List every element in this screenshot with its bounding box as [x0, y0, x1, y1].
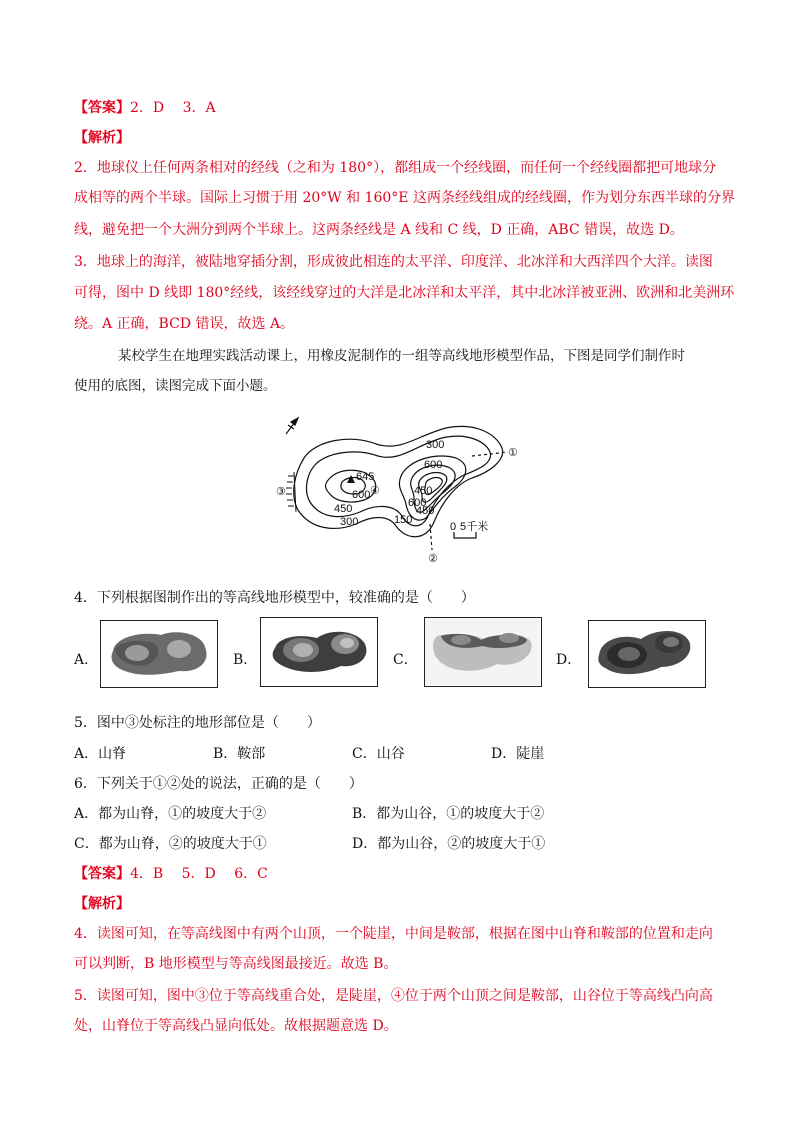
q4-stem: 4．下列根据图制作出的等高线地形模型中，较准确的是（ ） — [74, 590, 475, 606]
q6-option[interactable]: B．都为山谷，①的坡度大于② — [352, 806, 545, 822]
answer-text: 4．B 5．D 6．C — [130, 866, 268, 882]
contour-label: 300 — [426, 439, 445, 451]
a5-analysis-line: 处，山脊位于等高线凸显向低处。故根据题意选 D。 — [74, 1018, 398, 1034]
contour-label: 150 — [394, 514, 413, 526]
q3-analysis-line: 3．地球上的海洋，被陆地穿插分割，形成彼此相连的太平洋、印度洋、北冰洋和大西洋四个大洋。读图 — [74, 254, 713, 270]
q4-option-b-image[interactable] — [260, 617, 378, 687]
a4-analysis-line: 可以判断，B 地形模型与等高线图最接近。故选 B。 — [74, 956, 398, 972]
answer-text: 2．D 3．A — [130, 100, 216, 116]
peak-triangle-icon — [347, 475, 355, 483]
q6-option[interactable]: A．都为山脊，①的坡度大于② — [74, 806, 267, 822]
intro-line: 某校学生在地理实践活动课上，用橡皮泥制作的一组等高线地形模型作品，下图是同学们制作时 — [118, 348, 685, 364]
peak-elevation: 645 — [356, 471, 375, 483]
contour-map — [276, 412, 526, 567]
analysis-bracket: 【解析】 — [74, 896, 130, 912]
answer-line-1 — [74, 98, 216, 118]
q6-option[interactable]: C．都为山脊，②的坡度大于① — [74, 836, 267, 852]
answer-bracket: 【答案】 — [74, 100, 130, 116]
scale-text: 5千米 — [460, 521, 489, 533]
marker-4: ④ — [370, 485, 380, 497]
q5-option[interactable]: C．山谷 — [352, 746, 405, 762]
q4-option-d-image[interactable] — [588, 620, 706, 688]
q6-option[interactable]: D．都为山谷，②的坡度大于① — [352, 836, 546, 852]
q2-analysis-line: 线，避免把一个大洲分到两个半球上。这两条经线是 A 线和 C 线，D 正确，ABC 错误，故选 D。 — [74, 222, 684, 238]
marker-1: ① — [508, 447, 518, 459]
north-arrow-icon — [286, 418, 298, 434]
a4-analysis-line: 4．读图可知，在等高线图中有两个山顶，一个陡崖，中间是鞍部，根据在图中山脊和鞍部的位置和走向 — [74, 926, 713, 942]
q4-option-c-image[interactable] — [424, 617, 542, 687]
contour-label: 450 — [334, 503, 353, 515]
q3-analysis-line: 可得，图中 D 线即 180°经线，该经线穿过的大洋是北冰洋和太平洋，其中北冰洋被亚洲、欧洲和北美洲环 — [74, 285, 735, 301]
intro-line: 使用的底图，读图完成下面小题。 — [74, 378, 277, 394]
q5-stem: 5．图中③处标注的地形部位是（ ） — [74, 715, 321, 731]
contour-label: 600 — [352, 489, 371, 501]
q3-analysis-line: 绕。A 正确，BCD 错误，故选 A。 — [74, 316, 295, 332]
analysis-bracket: 【解析】 — [74, 130, 130, 146]
marker-3: ③ — [276, 486, 286, 498]
q5-option[interactable]: A．山脊 — [74, 746, 127, 762]
marker-2: ② — [428, 553, 438, 565]
q4-option-a-label: A． — [74, 652, 99, 668]
contour-label: 600 — [424, 459, 443, 471]
answer-line-2 — [74, 864, 268, 884]
q4-option-c-label: C． — [393, 652, 418, 668]
contour-label: 600 — [408, 497, 427, 509]
q4-option-a-image[interactable] — [100, 620, 218, 688]
q4-option-d-label: D． — [556, 652, 582, 668]
q2-analysis-line: 成相等的两个半球。国际上习惯于用 20°W 和 160°E 这两条经线组成的经线圈，作为划分东西半球的分界 — [74, 190, 735, 206]
contour-label: 300 — [340, 516, 359, 528]
q5-option[interactable]: B．鞍部 — [213, 746, 266, 762]
contour-label: 450 — [416, 505, 435, 517]
q5-option[interactable]: D．陡崖 — [491, 746, 545, 762]
scale-zero: 0 — [450, 521, 457, 533]
answer-bracket: 【答案】 — [74, 866, 130, 882]
q6-stem: 6．下列关于①②处的说法，正确的是（ ） — [74, 776, 363, 792]
a5-analysis-line: 5．读图可知，图中③位于等高线重合处，是陡崖，④位于两个山顶之间是鞍部，山谷位于等高线凸向高 — [74, 988, 713, 1004]
q4-option-b-label: B． — [233, 652, 258, 668]
contour-label: 450 — [414, 485, 433, 497]
q2-analysis-line: 2．地球仪上任何两条相对的经线（之和为 180°），都组成一个经线圈，而任何一个经线圈都把可地球分 — [74, 160, 717, 176]
